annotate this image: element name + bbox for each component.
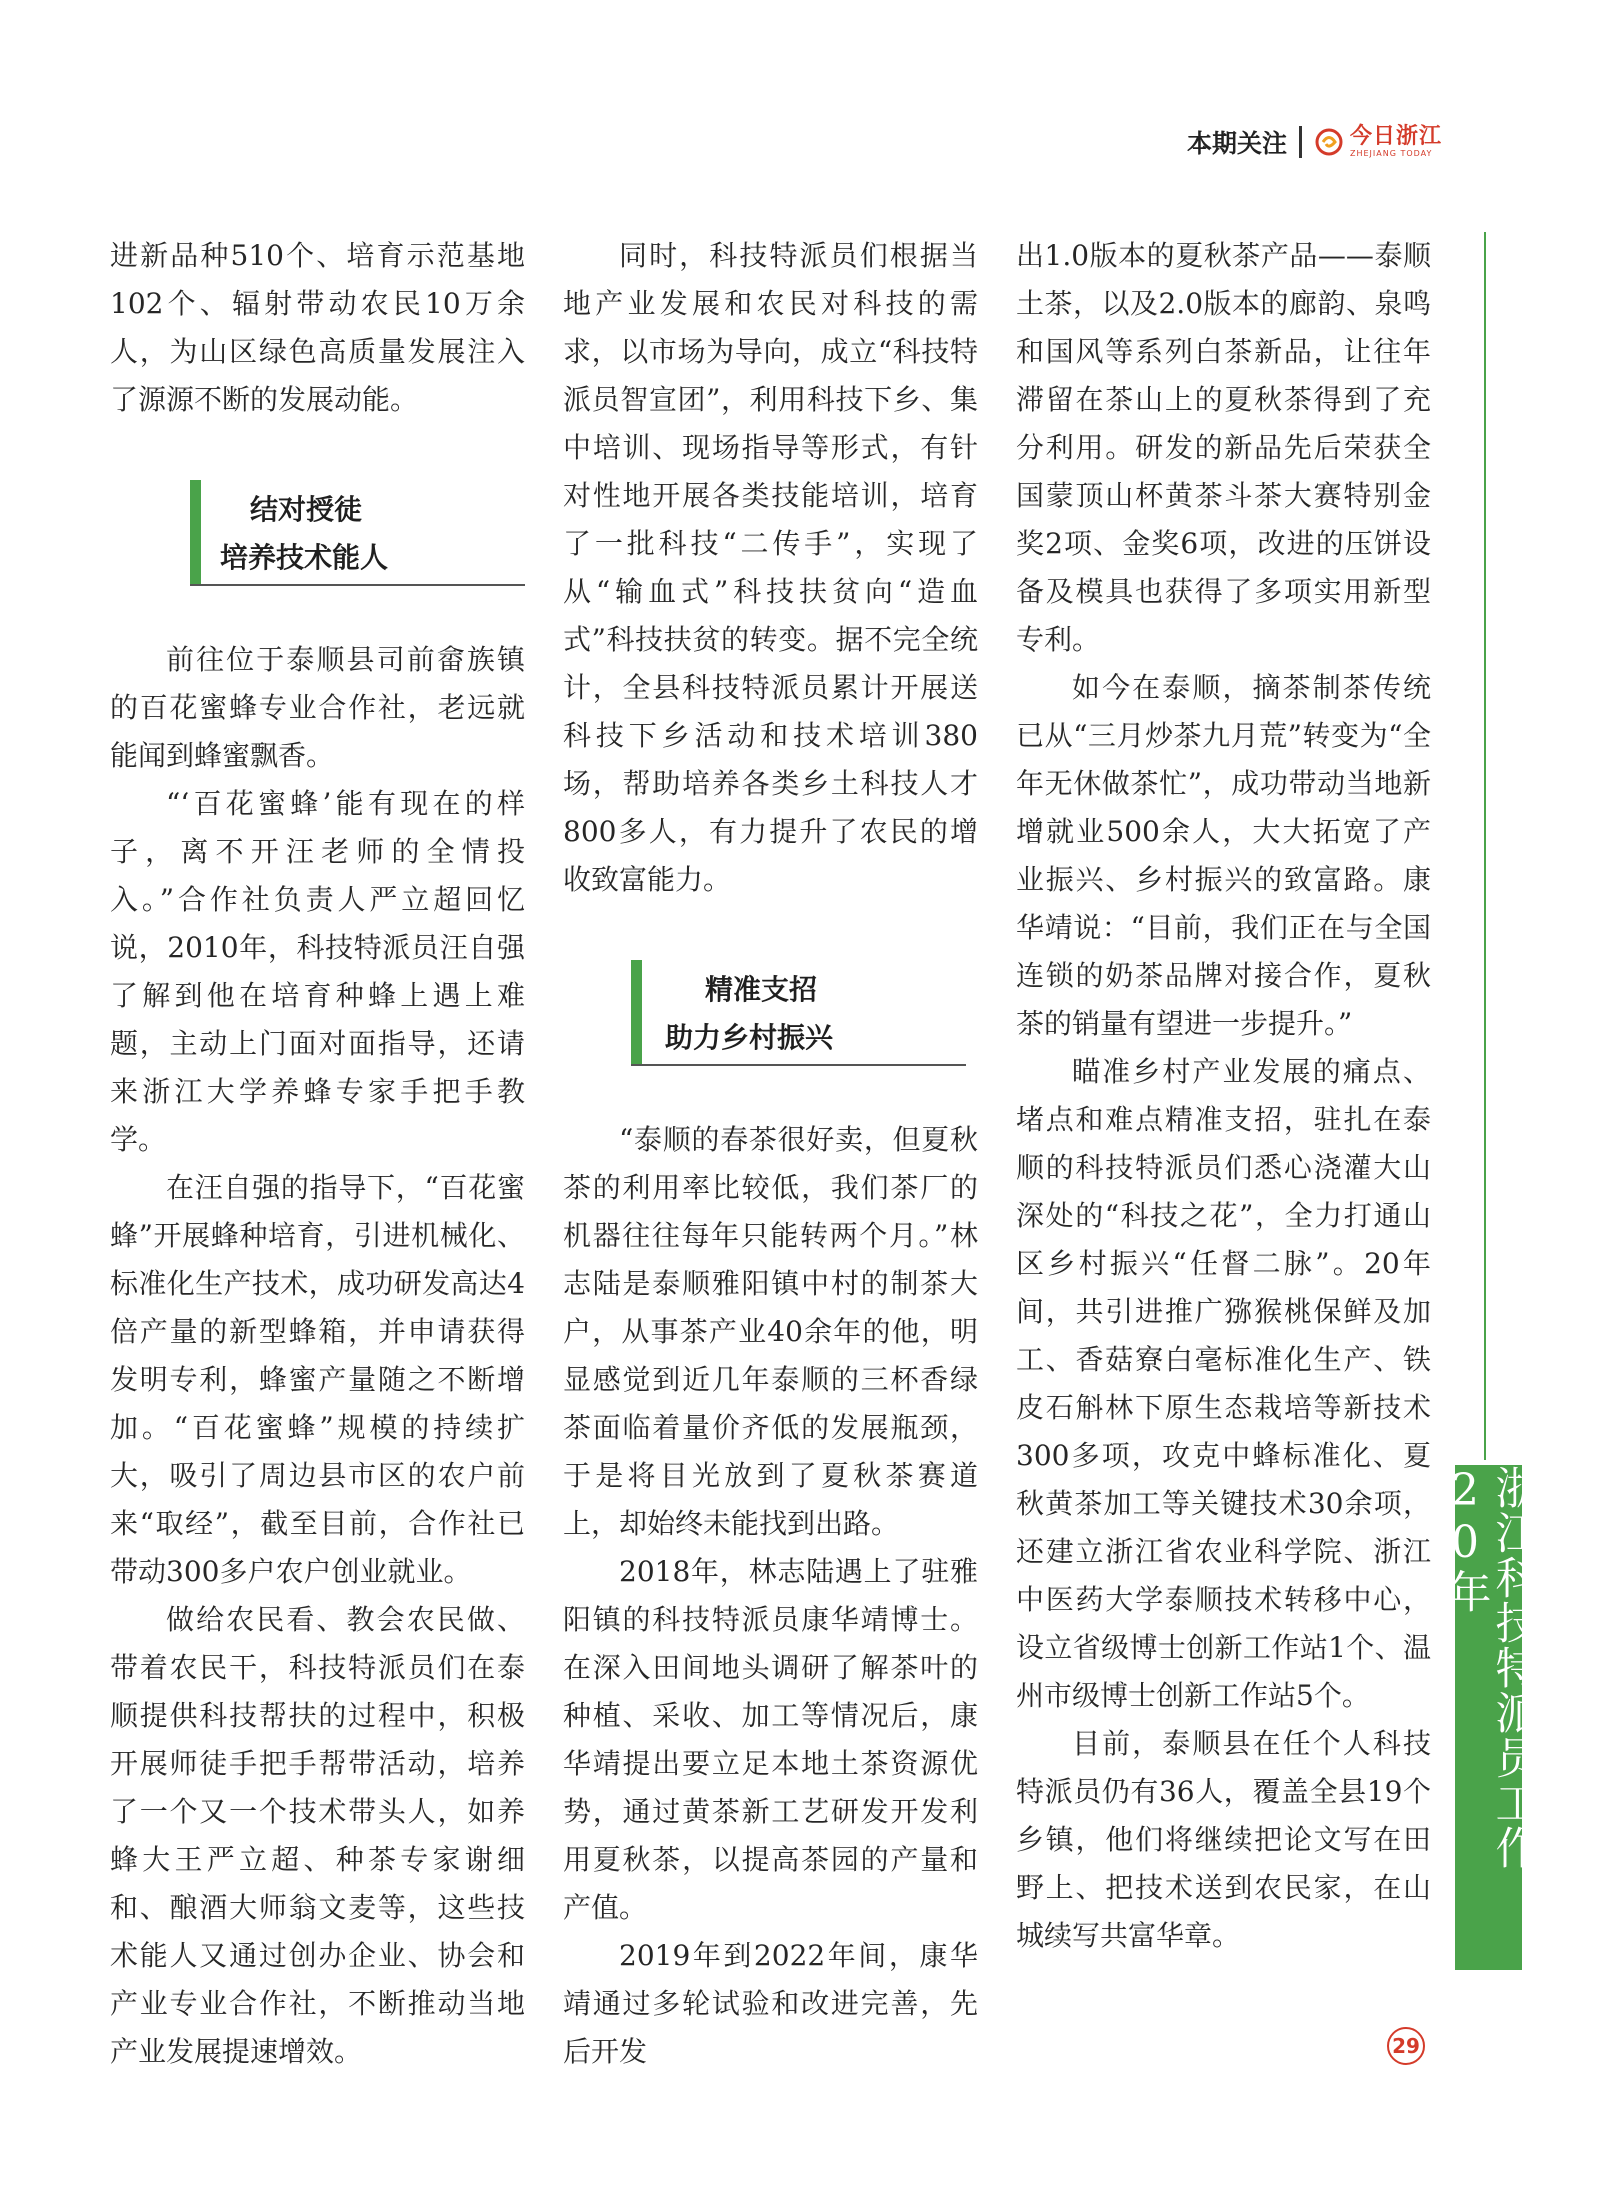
paragraph: 同时，科技特派员们根据当地产业发展和农民对科技的需求，以市场为导向，成立“科技特派员智宣团”，利用科技下乡、集中培训、现场指导等形式，有针对性地开展各类技能培训，培育了一批科技“二传手”，实现了从“输血式”科技扶贫向“造血式”科技扶贫的转变。据不完全统计，全县科技特派员累计开展送科技下乡活动和技术培训380场，帮助培养各类乡土科技人才800多人，有力提升了农民的增收致富能力。 bbox=[563, 239, 978, 896]
article-column-2 bbox=[563, 232, 978, 2076]
section-underline bbox=[190, 584, 525, 586]
paragraph: 2018年，林志陆遇上了驻雅阳镇的科技特派员康华靖博士。在深入田间地头调研了解茶叶的种植、采收、加工等情况后，康华靖提出要立足本地土茶资源优势，通过黄茶新工艺研发开发利用夏秋茶，以提高茶园的产量和产值。 bbox=[563, 1555, 978, 1924]
paragraph: “泰顺的春茶很好卖，但夏秋茶的利用率比较低，我们茶厂的机器往往每年只能转两个月。”林志陆是泰顺雅阳镇中村的制茶大户，从事茶产业40余年的他，明显感觉到近几年泰顺的三杯香绿茶面临着量价齐低的发展瓶颈，于是将目光放到了夏秋茶赛道上，却始终未能找到出路。 bbox=[563, 1123, 978, 1540]
section-accent-bar bbox=[631, 960, 642, 1066]
paragraph: 如今在泰顺，摘茶制茶传统已从“三月炒茶九月荒”转变为“全年无休做茶忙”，成功带动当地新增就业500余人，大大拓宽了产业振兴、乡村振兴的致富路。康华靖说：“目前，我们正在与全国连锁的奶茶品牌对接合作，夏秋茶的销量有望进一步提升。” bbox=[1016, 671, 1431, 1040]
header-divider bbox=[1299, 126, 1302, 158]
paragraph: 出1.0版本的夏秋茶产品——泰顺土茶，以及2.0版本的廊韵、泉鸣和国风等系列白茶新品，让往年滞留在茶山上的夏秋茶得到了充分利用。研发的新品先后荣获全国蒙顶山杯黄茶斗茶大赛特别金奖2项、金奖6项，改进的压饼设备及模具也获得了多项实用新型专利。 bbox=[1016, 239, 1431, 656]
section-accent-bar bbox=[190, 480, 201, 586]
paragraph: 2019年到2022年间，康华靖通过多轮试验和改进完善，先后开发 bbox=[563, 1939, 978, 2068]
logo-swirl-icon bbox=[1314, 127, 1344, 157]
section-heading bbox=[563, 960, 978, 1066]
section-heading-line1: 结对授徒 bbox=[250, 493, 363, 526]
section-heading-line2: 培养技术能人 bbox=[220, 541, 389, 574]
logo-subtext: ZHEJIANG TODAY bbox=[1349, 149, 1433, 158]
section-heading-line2: 助力乡村振兴 bbox=[665, 1021, 834, 1054]
paragraph: 进新品种510个、培育示范基地102个、辐射带动农民10万余人，为山区绿色高质量发展注入了源源不断的发展动能。 bbox=[110, 239, 525, 416]
paragraph: 做给农民看、教会农民做、带着农民干，科技特派员们在泰顺提供科技帮扶的过程中，积极开展师徒手把手帮带活动，培养了一个又一个技术带头人，如养蜂大王严立超、种茶专家谢细和、酿酒大师翁文麦等，这些技术能人又通过创办企业、协会和产业专业合作社，不断推动当地产业发展提速增效。 bbox=[110, 1603, 525, 2068]
logo-text: 今日浙江 bbox=[1349, 124, 1442, 149]
section-underline bbox=[631, 1064, 966, 1066]
sidebar-title-banner: 浙江科技特派员工作20年 bbox=[1455, 1465, 1522, 1970]
page-header bbox=[1187, 118, 1442, 166]
magazine-logo bbox=[1314, 126, 1442, 158]
article-column-1 bbox=[110, 232, 525, 2076]
paragraph: 在汪自强的指导下，“百花蜜蜂”开展蜂种培育，引进机械化、标准化生产技术，成功研发高达4倍产量的新型蜂箱，并申请获得发明专利，蜂蜜产量随之不断增加。“百花蜜蜂”规模的持续扩大，吸引了周边县市区的农户前来“取经”，截至目前，合作社已带动300多户农户创业就业。 bbox=[110, 1171, 525, 1588]
article-column-3 bbox=[1016, 232, 1431, 1960]
section-heading bbox=[110, 480, 525, 586]
paragraph: “‘百花蜜蜂’能有现在的样子，离不开汪老师的全情投入。”合作社负责人严立超回忆说，2010年，科技特派员汪自强了解到他在培育种蜂上遇上难题，主动上门面对面指导，还请来浙江大学养蜂专家手把手教学。 bbox=[110, 787, 525, 1156]
section-label: 本期关注 bbox=[1186, 129, 1287, 158]
paragraph: 目前，泰顺县在任个人科技特派员仍有36人，覆盖全县19个乡镇，他们将继续把论文写在田野上、把技术送到农民家，在山城续写共富华章。 bbox=[1016, 1727, 1431, 1952]
section-heading-line1: 精准支招 bbox=[705, 973, 818, 1006]
paragraph: 前往位于泰顺县司前畲族镇的百花蜜蜂专业合作社，老远就能闻到蜂蜜飘香。 bbox=[110, 643, 525, 772]
sidebar-accent-line bbox=[1484, 232, 1486, 1460]
paragraph: 瞄准乡村产业发展的痛点、堵点和难点精准支招，驻扎在泰顺的科技特派员们悉心浇灌大山深处的“科技之花”，全力打通山区乡村振兴“任督二脉”。20年间，共引进推广猕猴桃保鲜及加工、香菇寮白毫标准化生产、铁皮石斛林下原生态栽培等新技术300多项，攻克中蜂标准化、夏秋黄茶加工等关键技术30余项，还建立浙江省农业科学院、浙江中医药大学泰顺技术转移中心，设立省级博士创新工作站1个、温州市级博士创新工作站5个。 bbox=[1016, 1055, 1431, 1712]
page-number: 29 bbox=[1387, 2027, 1425, 2065]
